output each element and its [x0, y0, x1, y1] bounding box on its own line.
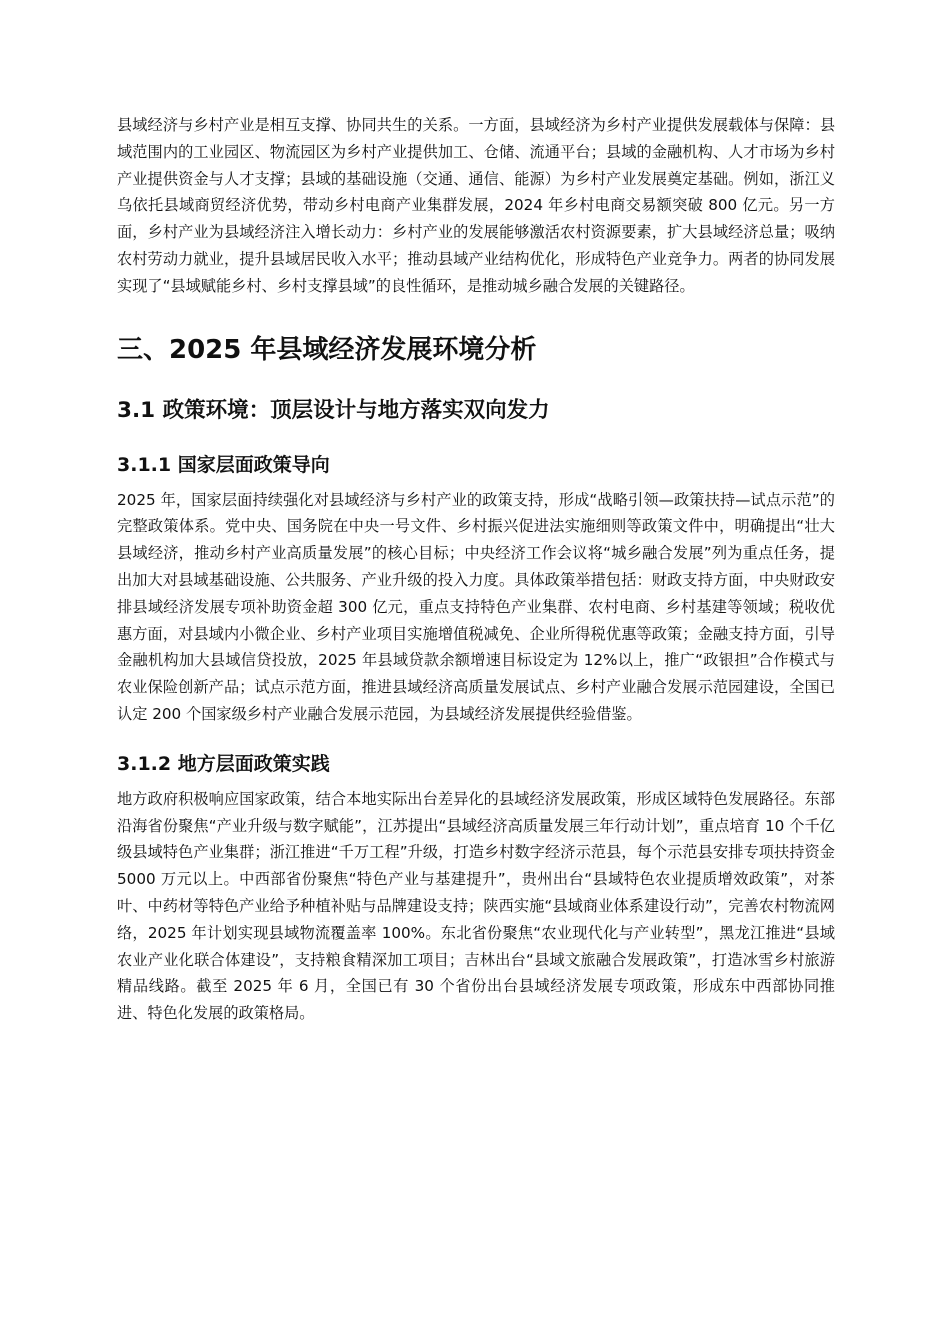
subsection-national-title: 3.1.1 国家层面政策导向: [117, 453, 330, 476]
subsection-local-title: 3.1.2 地方层面政策实践: [117, 752, 330, 775]
subsection-national-paragraph: 2025 年，国家层面持续强化对县域经济与乡村产业的政策支持，形成“战略引领—政策扶持—试点示范”的完整政策体系。党中央、国务院在中央一号文件、乡村振兴促进法实施细则等政策文件中，明确提出“壮大县域经济，推动乡村产业高质量发展”的核心目标；中央经济工作会议将“城乡融合发展”列为重点任务，提出加大对县域基础设施、公共服务、产业升级的投入力度。具体政策举措包括：财政支持方面，中央财政安排县域经济发展专项补助资金超 300 亿元，重点支持特色产业集群、农村电商、乡村基建等领域；税收优惠方面，对县域内小微企业、乡村产业项目实施增值税减免、企业所得税优惠等政策；金融支持方面，引导金融机构加大县域信贷投放，2025 年县域贷款余额增速目标设定为 12%以上，推广“政银担”合作模式与农业保险创新产品；试点示范方面，推进县域经济高质量发展试点、乡村产业融合发展示范园建设，全国已认定 200 个国家级乡村产业融合发展示范园，为县域经济发展提供经验借鉴。: [117, 490, 835, 723]
section-title: 3.1 政策环境：顶层设计与地方落实双向发力: [117, 397, 550, 423]
subsection-local-paragraph: 地方政府积极响应国家政策，结合本地实际出台差异化的县域经济发展政策，形成区域特色发展路径。东部沿海省份聚焦“产业升级与数字赋能”，江苏提出“县域经济高质量发展三年行动计划”，重点培育 10 个千亿级县域特色产业集群；浙江推进“千万工程”升级，打造乡村数字经济示范县，每个示范县安排专项扶持资金 5000 万元以上。中西部省份聚焦“特色产业与基建提升”，贵州出台“县域特色农业提质增效政策”，对茶叶、中药材等特色产业给予种植补贴与品牌建设支持；陕西实施“县域商业体系建设行动”，完善农村物流网络，2025 年计划实现县域物流覆盖率 100%。东北省份聚焦“农业现代化与产业转型”，黑龙江推进“县域农业产业化联合体建设”，支持粮食精深加工项目；吉林出台“县域文旅融合发展政策”，打造冰雪乡村旅游精品线路。截至 2025 年 6 月，全国已有 30 个省份出台县域经济发展专项政策，形成东中西部协同推进、特色化发展的政策格局。: [117, 789, 835, 1023]
intro-paragraph: 县域经济与乡村产业是相互支撑、协同共生的关系。一方面，县域经济为乡村产业提供发展载体与保障：县域范围内的工业园区、物流园区为乡村产业提供加工、仓储、流通平台；县域的金融机构、人才市场为乡村产业提供资金与人才支撑；县域的基础设施（交通、通信、能源）为乡村产业发展奠定基础。例如，浙江义乌依托县域商贸经济优势，带动乡村电商产业集群发展，2024 年乡村电商交易额突破 800 亿元。另一方面，乡村产业为县域经济注入增长动力：乡村产业的发展能够激活农村资源要素，扩大县域经济总量；吸纳农村劳动力就业，提升县域居民收入水平；推动县域产业结构优化，形成特色产业竞争力。两者的协同发展实现了“县域赋能乡村、乡村支撑县域”的良性循环，是推动城乡融合发展的关键路径。: [117, 116, 835, 295]
chapter-title: 三、2025 年县域经济发展环境分析: [117, 334, 537, 365]
document-page: [117, 112, 835, 1027]
